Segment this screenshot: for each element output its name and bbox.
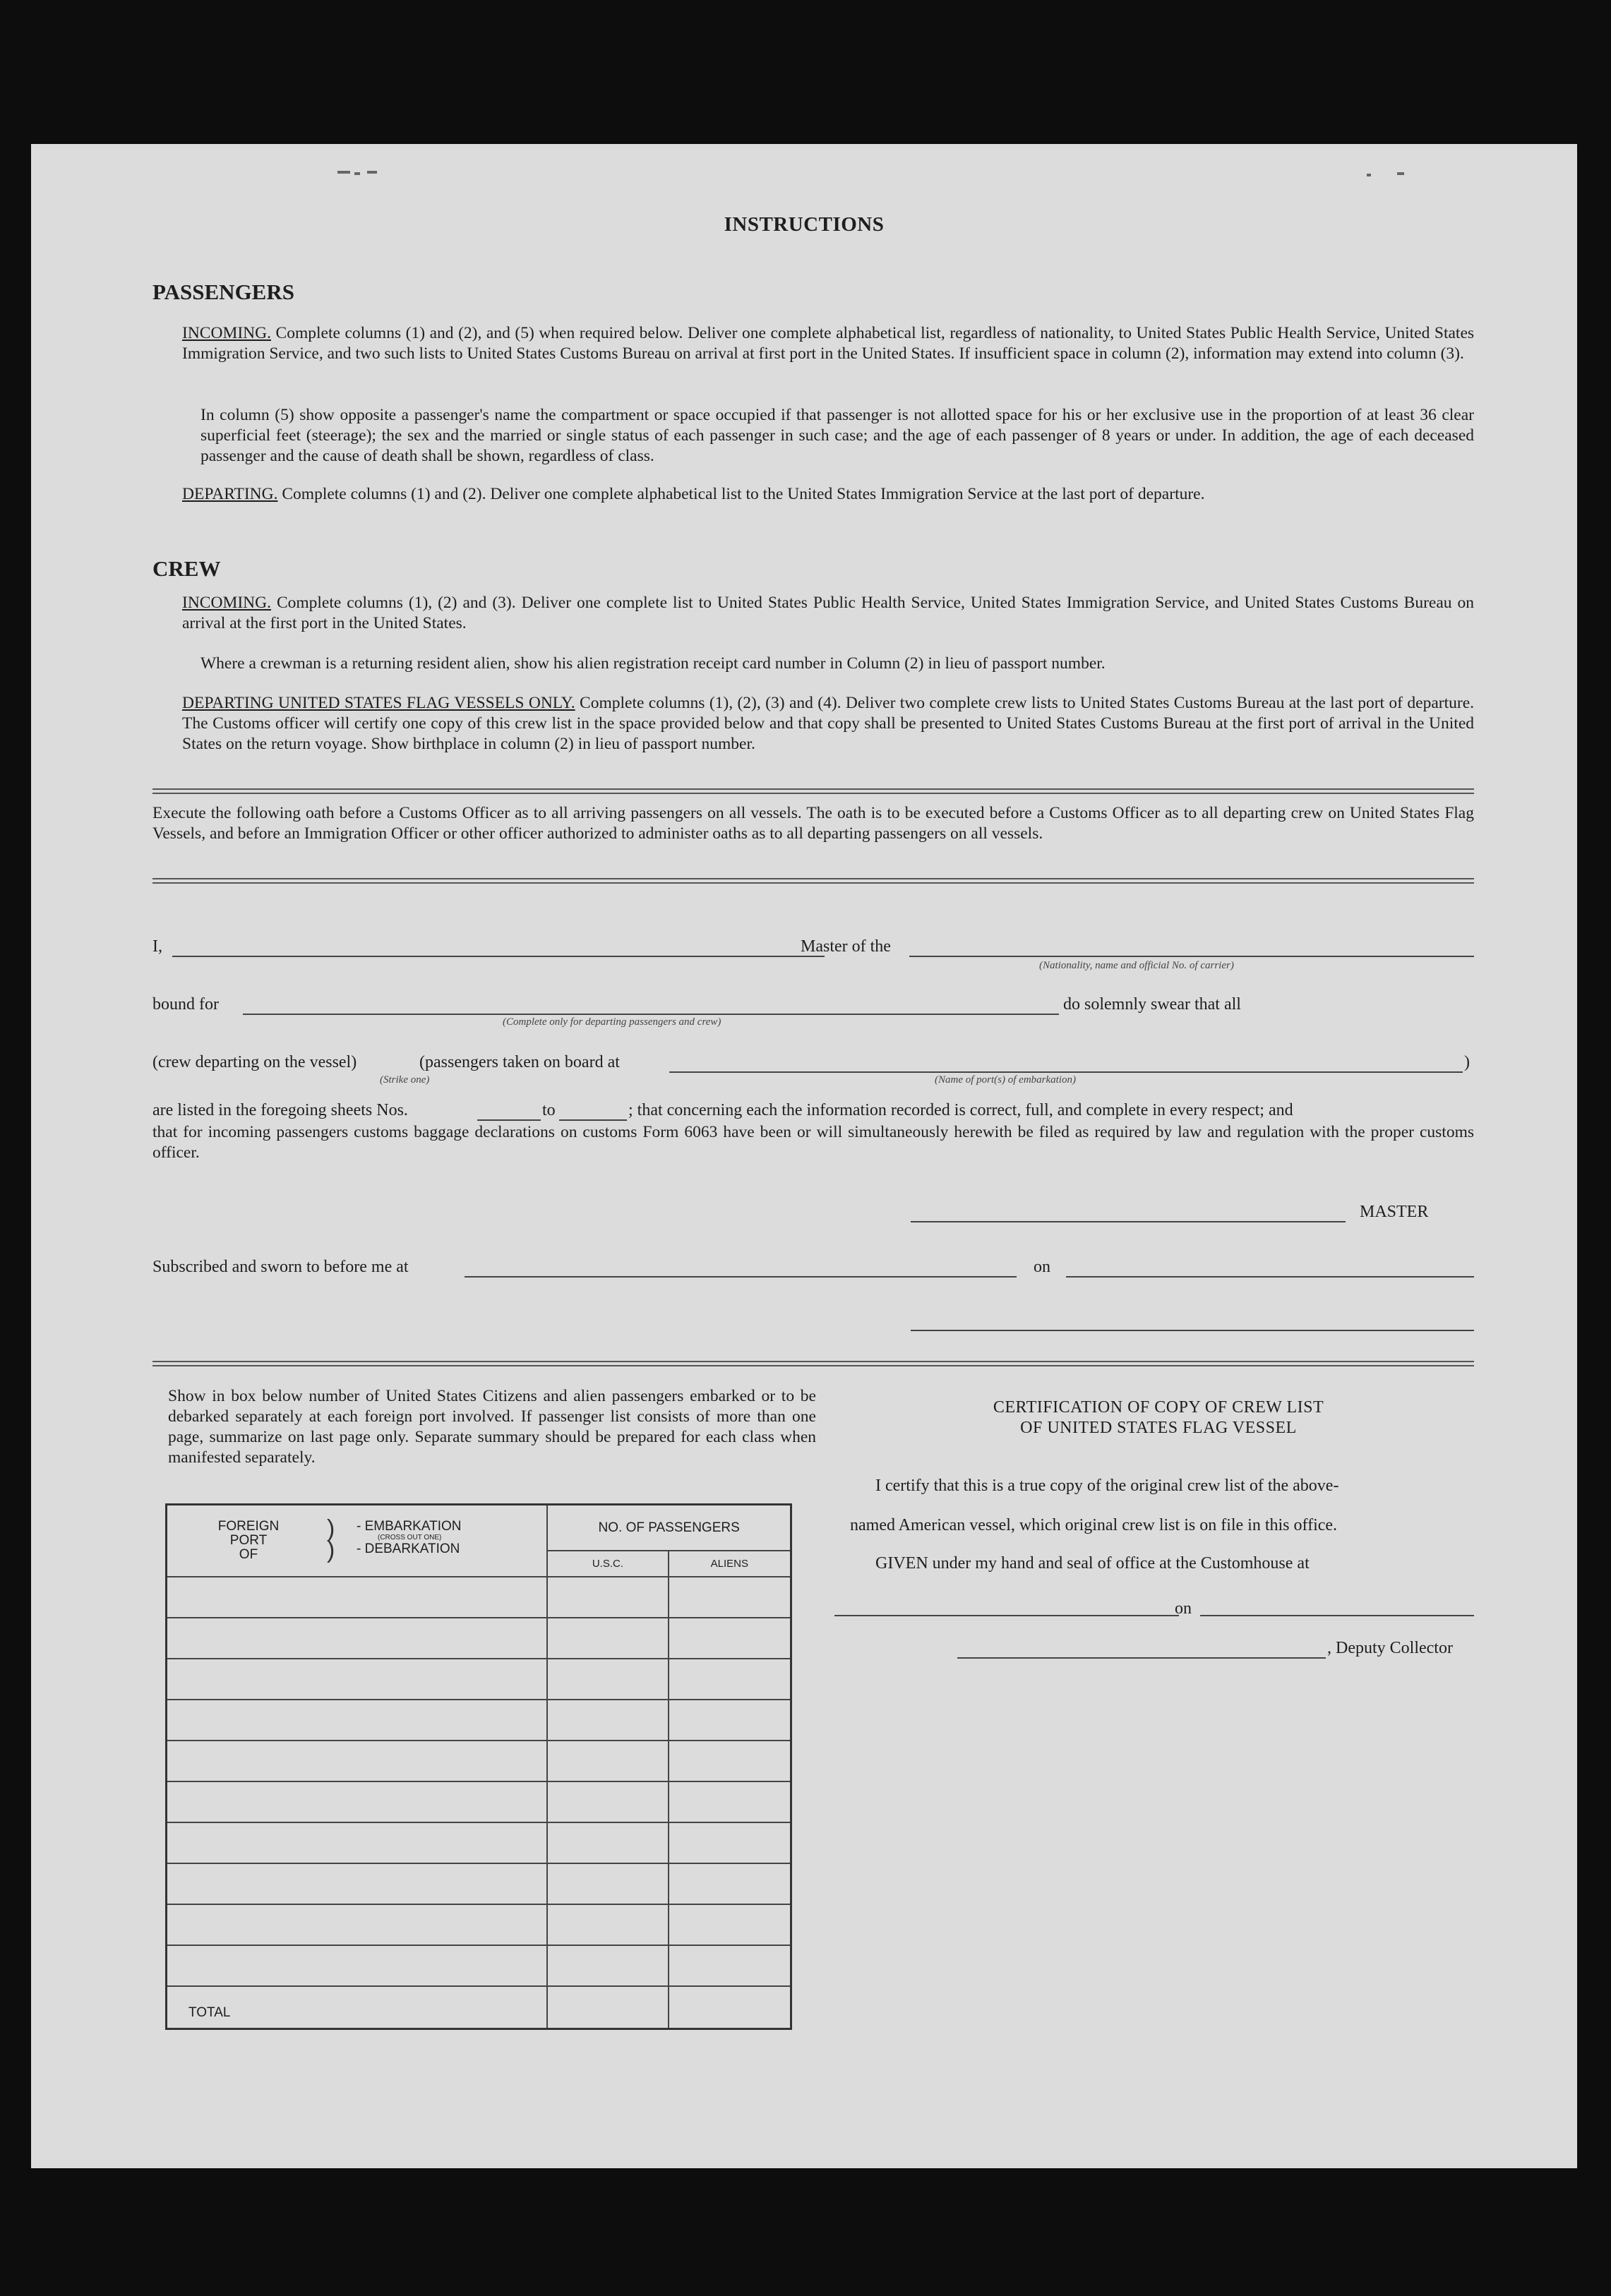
officer-signature-field[interactable]: [911, 1330, 1474, 1331]
deputy-collector-label: , Deputy Collector: [1327, 1639, 1453, 1657]
port-cell[interactable]: [167, 1700, 548, 1741]
oath-instruction: Execute the following oath before a Customs Officer as to all arriving passengers on all vessels. The oath is to be executed before a Customs Officer as to all departing crew on United States Flag Vessels, and before an Immigration Officer or other officer authorized to administer oaths as to all departing passengers on all vessels.: [152, 804, 1474, 843]
aliens-cell[interactable]: [669, 1863, 791, 1904]
aliens-cell[interactable]: [669, 1659, 791, 1700]
certify-line-1: I certify that this is a true copy of the original crew list of the above-: [875, 1477, 1339, 1495]
usc-cell[interactable]: [547, 1863, 668, 1904]
usc-cell[interactable]: [547, 1945, 668, 1986]
crew-returning-paragraph: Where a crewman is a returning resident alien, show his alien registration receipt card number in Column (2) in lieu of passport number.: [200, 654, 1106, 673]
port-header-2: PORT: [229, 1533, 268, 1548]
passengers-incoming-text: Complete columns (1) and (2), and (5) when required below. Deliver one complete alphabetical list, regardless of nationality, to United States Public Health Service, United States Immigration Service, and two such lists to United States Customs Bureau on arrival at first port in the United States. If insufficient space in column (2), information may extend into column (3).: [182, 324, 1475, 363]
master-label: MASTER: [1360, 1203, 1429, 1221]
summary-instruction: Show in box below number of United States Citizens and alien passengers embarked or to be debarked separately at each foreign port involved. If passenger list consists of more than one page, summarize on last page only. Separate summary should be prepared for each class when manifested separately.: [168, 1387, 816, 1467]
form-page: [31, 144, 1577, 2168]
port-cell[interactable]: [167, 1945, 548, 1986]
aliens-cell[interactable]: [669, 1822, 791, 1863]
passengers-departing-text: Complete columns (1) and (2). Deliver one complete alphabetical list to the United States Immigration Service at the last port of departure.: [282, 485, 1205, 503]
usc-cell[interactable]: [547, 1618, 668, 1659]
certification-heading-2: OF UNITED STATES FLAG VESSEL: [1020, 1419, 1297, 1437]
port-cell[interactable]: [167, 1781, 548, 1822]
aliens-total-cell[interactable]: [669, 1986, 791, 2028]
certification-heading-1: CERTIFICATION OF COPY OF CREW LIST: [993, 1398, 1324, 1417]
port-cell[interactable]: [167, 1618, 548, 1659]
sheet-from-field[interactable]: [477, 1119, 541, 1121]
total-label: TOTAL: [167, 1986, 548, 2028]
crew-incoming-label: INCOMING.: [182, 594, 271, 612]
sworn-on-label: on: [1034, 1258, 1050, 1276]
sworn-date-field[interactable]: [1066, 1276, 1474, 1278]
passengers-incoming-label: INCOMING.: [182, 324, 271, 342]
divider: [152, 1361, 1474, 1366]
subscribed-label: Subscribed and sworn to before me at: [152, 1258, 409, 1276]
listed-prefix: are listed in the foregoing sheets Nos.: [152, 1101, 408, 1119]
embarkation-port-field[interactable]: [669, 1071, 1463, 1073]
port-cell[interactable]: [167, 1741, 548, 1781]
nationality-note: (Nationality, name and official No. of carrier): [1039, 960, 1234, 971]
swear-label: do solemnly swear that all: [1063, 995, 1241, 1014]
given-line: GIVEN under my hand and seal of office at the Customhouse at: [875, 1554, 1310, 1573]
certification-heading: [843, 1398, 1474, 1438]
master-name-field[interactable]: [172, 956, 825, 957]
debarkation-label[interactable]: - DEBARKATION: [357, 1541, 460, 1556]
aliens-header: ALIENS: [669, 1551, 791, 1577]
sheet-to-field[interactable]: [559, 1119, 627, 1121]
deputy-signature-field[interactable]: [957, 1657, 1326, 1659]
passengers-column5-paragraph: In column (5) show opposite a passenger's name the compartment or space occupied if that passenger is not allotted space for his or her exclusive use in the proportion of at least 36 clear superficial feet (steerage); the sex and the married or single status of each passenger in such case; and the age of each passenger of 8 years or under. In addition, the age of each deceased passenger and the cause of death shall be shown, regardless of class.: [200, 406, 1474, 465]
usc-cell[interactable]: [547, 1741, 668, 1781]
port-header-3: OF: [239, 1547, 258, 1562]
scan-mark: [1367, 174, 1371, 176]
aliens-cell[interactable]: [669, 1945, 791, 1986]
carrier-field[interactable]: [909, 956, 1474, 957]
bound-for-label: bound for: [152, 995, 219, 1014]
embarkation-label[interactable]: - EMBARKATION: [357, 1519, 462, 1534]
usc-header: U.S.C.: [547, 1551, 668, 1577]
port-cell[interactable]: [167, 1577, 548, 1618]
divider: [152, 788, 1474, 794]
master-signature-field[interactable]: [911, 1221, 1346, 1222]
aliens-cell[interactable]: [669, 1577, 791, 1618]
port-header-1: FOREIGN: [217, 1519, 280, 1534]
close-paren: ): [1464, 1053, 1470, 1071]
bound-note: (Complete only for departing passengers and crew): [503, 1016, 721, 1028]
scan-mark: [354, 172, 360, 175]
sworn-place-field[interactable]: [465, 1276, 1017, 1278]
listed-to: to: [542, 1101, 556, 1119]
port-cell[interactable]: [167, 1904, 548, 1945]
strike-one-note: (Strike one): [380, 1074, 430, 1086]
scan-mark: [337, 171, 350, 174]
usc-cell[interactable]: [547, 1904, 668, 1945]
crew-incoming-text: Complete columns (1), (2) and (3). Deliver one complete list to United States Public Health Service, United States Immigration Service, and United States Customs Bureau on arrival at the first port in the United States.: [182, 594, 1474, 632]
port-note: (Name of port(s) of embarkation): [935, 1074, 1076, 1086]
aliens-cell[interactable]: [669, 1700, 791, 1741]
usc-cell[interactable]: [547, 1822, 668, 1863]
crew-incoming-paragraph: [182, 593, 1474, 634]
passengers-taken-option[interactable]: (passengers taken on board at: [419, 1053, 620, 1071]
bound-for-field[interactable]: [243, 1014, 1059, 1015]
crew-departing-paragraph: [182, 693, 1474, 755]
master-of-label: Master of the: [801, 937, 891, 956]
usc-cell[interactable]: [547, 1781, 668, 1822]
cert-on-label: on: [1175, 1599, 1192, 1618]
aliens-cell[interactable]: [669, 1781, 791, 1822]
port-cell[interactable]: [167, 1659, 548, 1700]
port-cell[interactable]: [167, 1863, 548, 1904]
crew-departing-text: Complete columns (1), (2), (3) and (4). Deliver two complete crew lists to United States Customs Bureau at the last port of departure. The Customs officer will certify one copy of this crew list in the space provided below and that copy shall be presented to United States Customs Bureau at the first port of arrival in the United States on the return voyage. Show birthplace in column (2) in lieu of passport number.: [182, 694, 1474, 753]
crew-heading: CREW: [152, 556, 221, 581]
certify-line-2: named American vessel, which original crew list is on file in this office.: [850, 1516, 1338, 1534]
page-title: INSTRUCTIONS: [724, 213, 885, 236]
usc-cell[interactable]: [547, 1659, 668, 1700]
listed-rest: that for incoming passengers customs baggage declarations on customs Form 6063 have been or will simultaneously herewith be filed as required by law and regulation with the proper customs officer.: [152, 1123, 1474, 1162]
scan-mark: [367, 171, 377, 174]
passenger-summary-table: [165, 1503, 792, 2030]
aliens-cell[interactable]: [669, 1741, 791, 1781]
crew-departing-option[interactable]: (crew departing on the vessel): [152, 1053, 357, 1071]
usc-total-cell[interactable]: [547, 1986, 668, 2028]
port-cell[interactable]: [167, 1822, 548, 1863]
port-header-cell: FOREIGN PORT OF ) ) - EMBARKATION (CROSS OUT ONE) - DEBARKATION: [167, 1505, 548, 1577]
divider: [152, 878, 1474, 884]
listed-suffix: ; that concerning each the information recorded is correct, full, and complete in every respect; and: [628, 1101, 1293, 1119]
passengers-incoming-paragraph: [182, 323, 1474, 364]
passengers-heading: PASSENGERS: [152, 280, 294, 304]
customhouse-field[interactable]: [834, 1615, 1179, 1616]
usc-cell[interactable]: [547, 1577, 668, 1618]
passengers-departing-paragraph: [182, 484, 1474, 505]
aliens-cell[interactable]: [669, 1618, 791, 1659]
usc-cell[interactable]: [547, 1700, 668, 1741]
cert-date-field[interactable]: [1200, 1615, 1474, 1616]
crew-departing-label: DEPARTING UNITED STATES FLAG VESSELS ONLY.: [182, 694, 575, 712]
cross-out-note: (CROSS OUT ONE): [378, 1534, 442, 1541]
oath-i-label: I,: [152, 937, 162, 956]
aliens-cell[interactable]: [669, 1904, 791, 1945]
no-passengers-header: NO. OF PASSENGERS: [547, 1505, 791, 1551]
passengers-departing-label: DEPARTING.: [182, 485, 278, 503]
scan-mark: [1397, 172, 1404, 175]
